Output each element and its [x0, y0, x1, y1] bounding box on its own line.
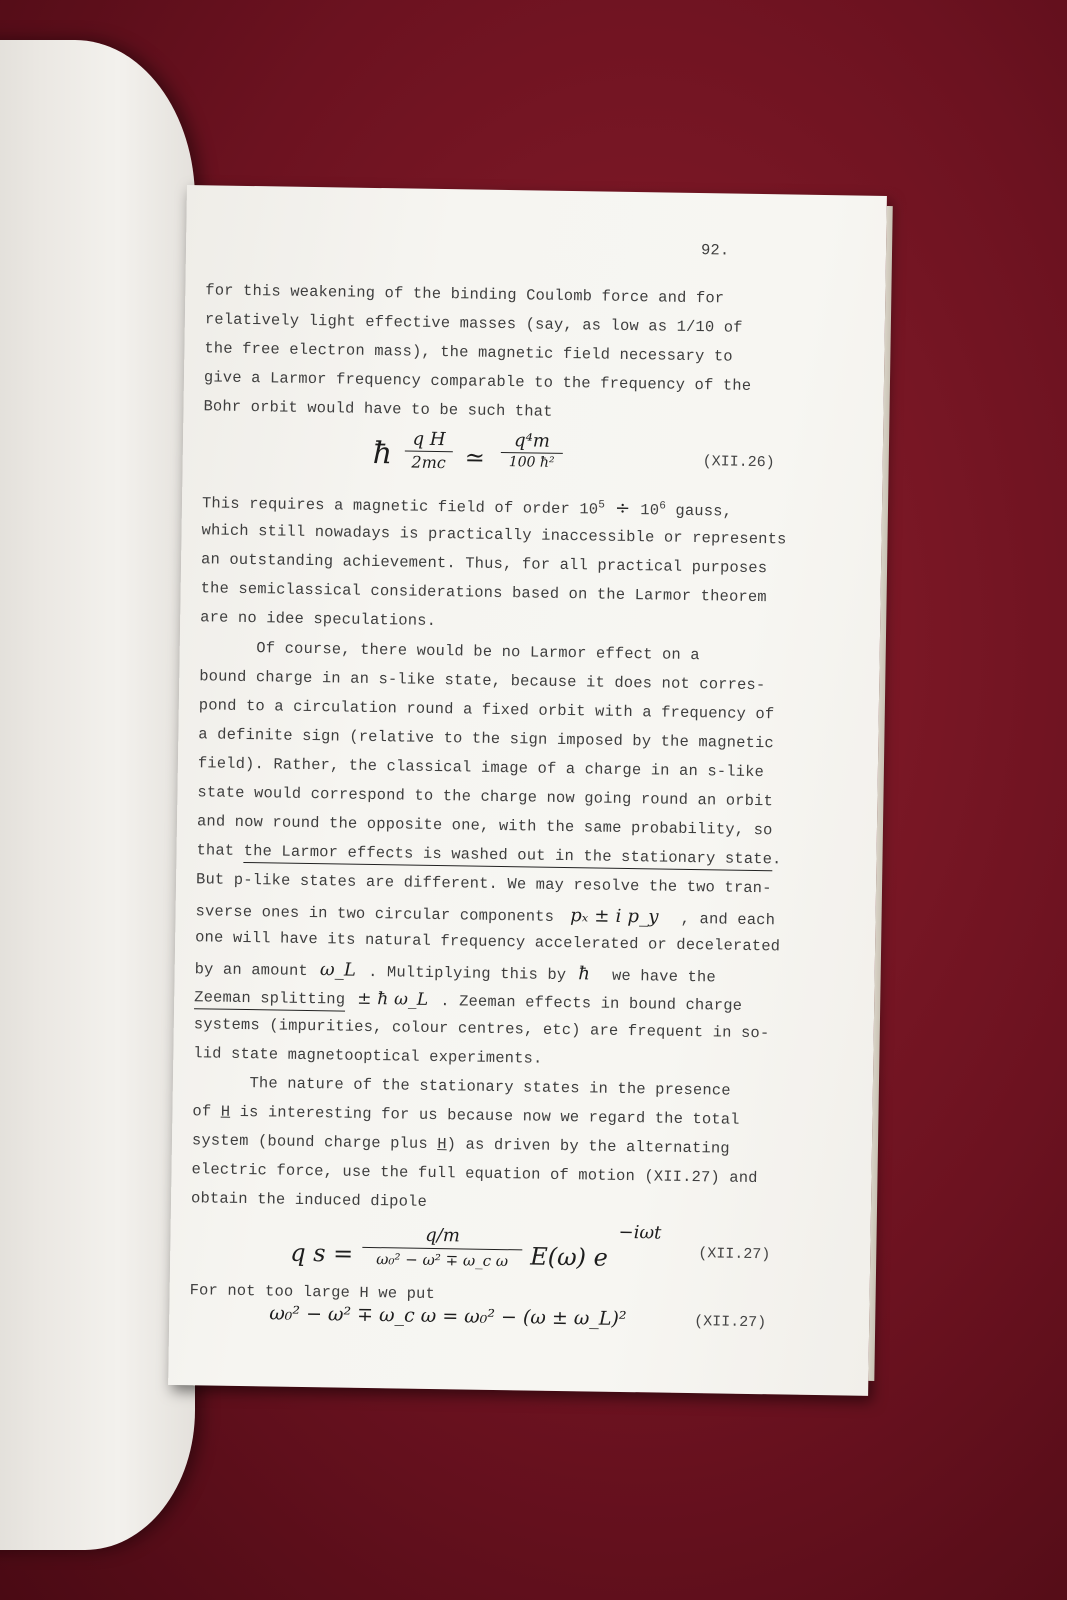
equation-label: (XII.27): [694, 1313, 767, 1332]
equation-lhs: q s =: [290, 1238, 354, 1268]
equation-expression: ω₀² − ω² ∓ ω_c ω = ω₀² − (ω ± ω_L)²: [269, 1302, 627, 1331]
equation-xii-26: [372, 428, 853, 496]
text-line: an outstanding achievement. Thus, for all practical purposes: [200, 550, 768, 578]
text-line: field). Rather, the classical image of a charge in an s-like: [197, 754, 765, 782]
text-line: This requires a magnetic field of order $10^5 \div 10^6$ gauss,: [201, 494, 733, 521]
handwritten-math: ω_L: [319, 959, 357, 981]
fraction-numerator: q H: [412, 428, 446, 451]
hbar-symbol: ħ: [372, 435, 393, 472]
equation-label: (XII.26): [702, 453, 775, 472]
fraction-denominator: ω₀² − ω² ∓ ω_c ω: [376, 1250, 509, 1271]
text-line: a definite sign (relative to the sign imposed by the magnetic: [198, 725, 775, 753]
equation-xii-27-approx: [269, 1298, 870, 1347]
text-line: which still nowadays is practically inaccessible or represents: [201, 521, 787, 549]
text-line: Of course, there would be no Larmor effect on a: [199, 638, 700, 665]
facing-page: [0, 40, 195, 1550]
underlined-phrase: Zeeman splitting: [194, 988, 345, 1011]
approx-symbol: ≃: [464, 443, 486, 472]
text-line: by an amount ω_L . Multiplying this by ħ we have the: [194, 959, 716, 987]
text-line: are no idee speculations.: [200, 608, 437, 630]
text-line: for this weakening of the binding Coulomb force and for: [205, 281, 725, 308]
text-line: The nature of the stationary states in the presence: [192, 1073, 731, 1100]
book-page: [168, 185, 887, 1396]
text-line: bound charge in an s-like state, because it does not corres-: [199, 667, 766, 695]
handwritten-math: pₓ ± i p_y: [569, 905, 659, 928]
text-line: that the Larmor effects is washed out in the stationary state.: [196, 841, 781, 868]
handwritten-math: ħ: [578, 963, 591, 985]
text-line: the semiclassical considerations based on the Larmor theorem: [200, 579, 767, 607]
text-line: Bohr orbit would have to be such that: [203, 397, 553, 421]
text-line: the free electron mass), the magnetic field necessary to: [204, 339, 733, 366]
text-line: obtain the induced dipole: [190, 1189, 428, 1211]
text-line: one will have its natural frequency accelerated or decelerated: [195, 928, 781, 956]
text-line: systems (impurities, colour centres, etc) are frequent in so-: [193, 1015, 770, 1043]
text-line: state would correspond to the charge now going round an orbit: [197, 783, 774, 811]
exponent: −iωt: [618, 1221, 662, 1244]
text-line: For not too large H we put: [189, 1281, 436, 1304]
fraction-numerator: q/m: [425, 1224, 461, 1247]
fraction-denominator: 2mc: [411, 452, 446, 473]
text-line: lid state magnetooptical experiments.: [193, 1044, 543, 1068]
text-line: pond to a circulation round a fixed orbit with a frequency of: [198, 696, 775, 724]
equation-rhs: E(ω) e: [529, 1242, 609, 1272]
handwritten-math: ± ħ ω_L: [357, 988, 429, 1010]
underlined-phrase: the Larmor effects is washed out in the stationary state: [244, 842, 773, 871]
text-line: and now round the opposite one, with the same probability, so: [196, 812, 773, 840]
text-line: system (bound charge plus H) as driven by the alternating: [191, 1131, 730, 1158]
text-line: of H is interesting for us because now we regard the total: [192, 1102, 740, 1129]
text-line: electric force, use the full equation of motion (XII.27) and: [191, 1160, 758, 1188]
fraction-numerator: q⁴m: [513, 430, 551, 452]
page-number: 92.: [700, 241, 730, 260]
text-line: give a Larmor frequency comparable to the frequency of the: [203, 368, 752, 395]
fraction-denominator: 100 ħ²: [508, 454, 555, 471]
text-line: relatively light effective masses (say, as low as 1/10 of: [204, 310, 743, 337]
equation-label: (XII.27): [698, 1245, 771, 1264]
text-line: Zeeman splitting ± ħ ω_L . Zeeman effects in bound charge: [194, 988, 743, 1015]
text-line: But p-like states are different. We may resolve the two tran-: [195, 870, 772, 898]
text-line: sverse ones in two circular components pₓ ± i p_y , and each: [195, 902, 776, 930]
